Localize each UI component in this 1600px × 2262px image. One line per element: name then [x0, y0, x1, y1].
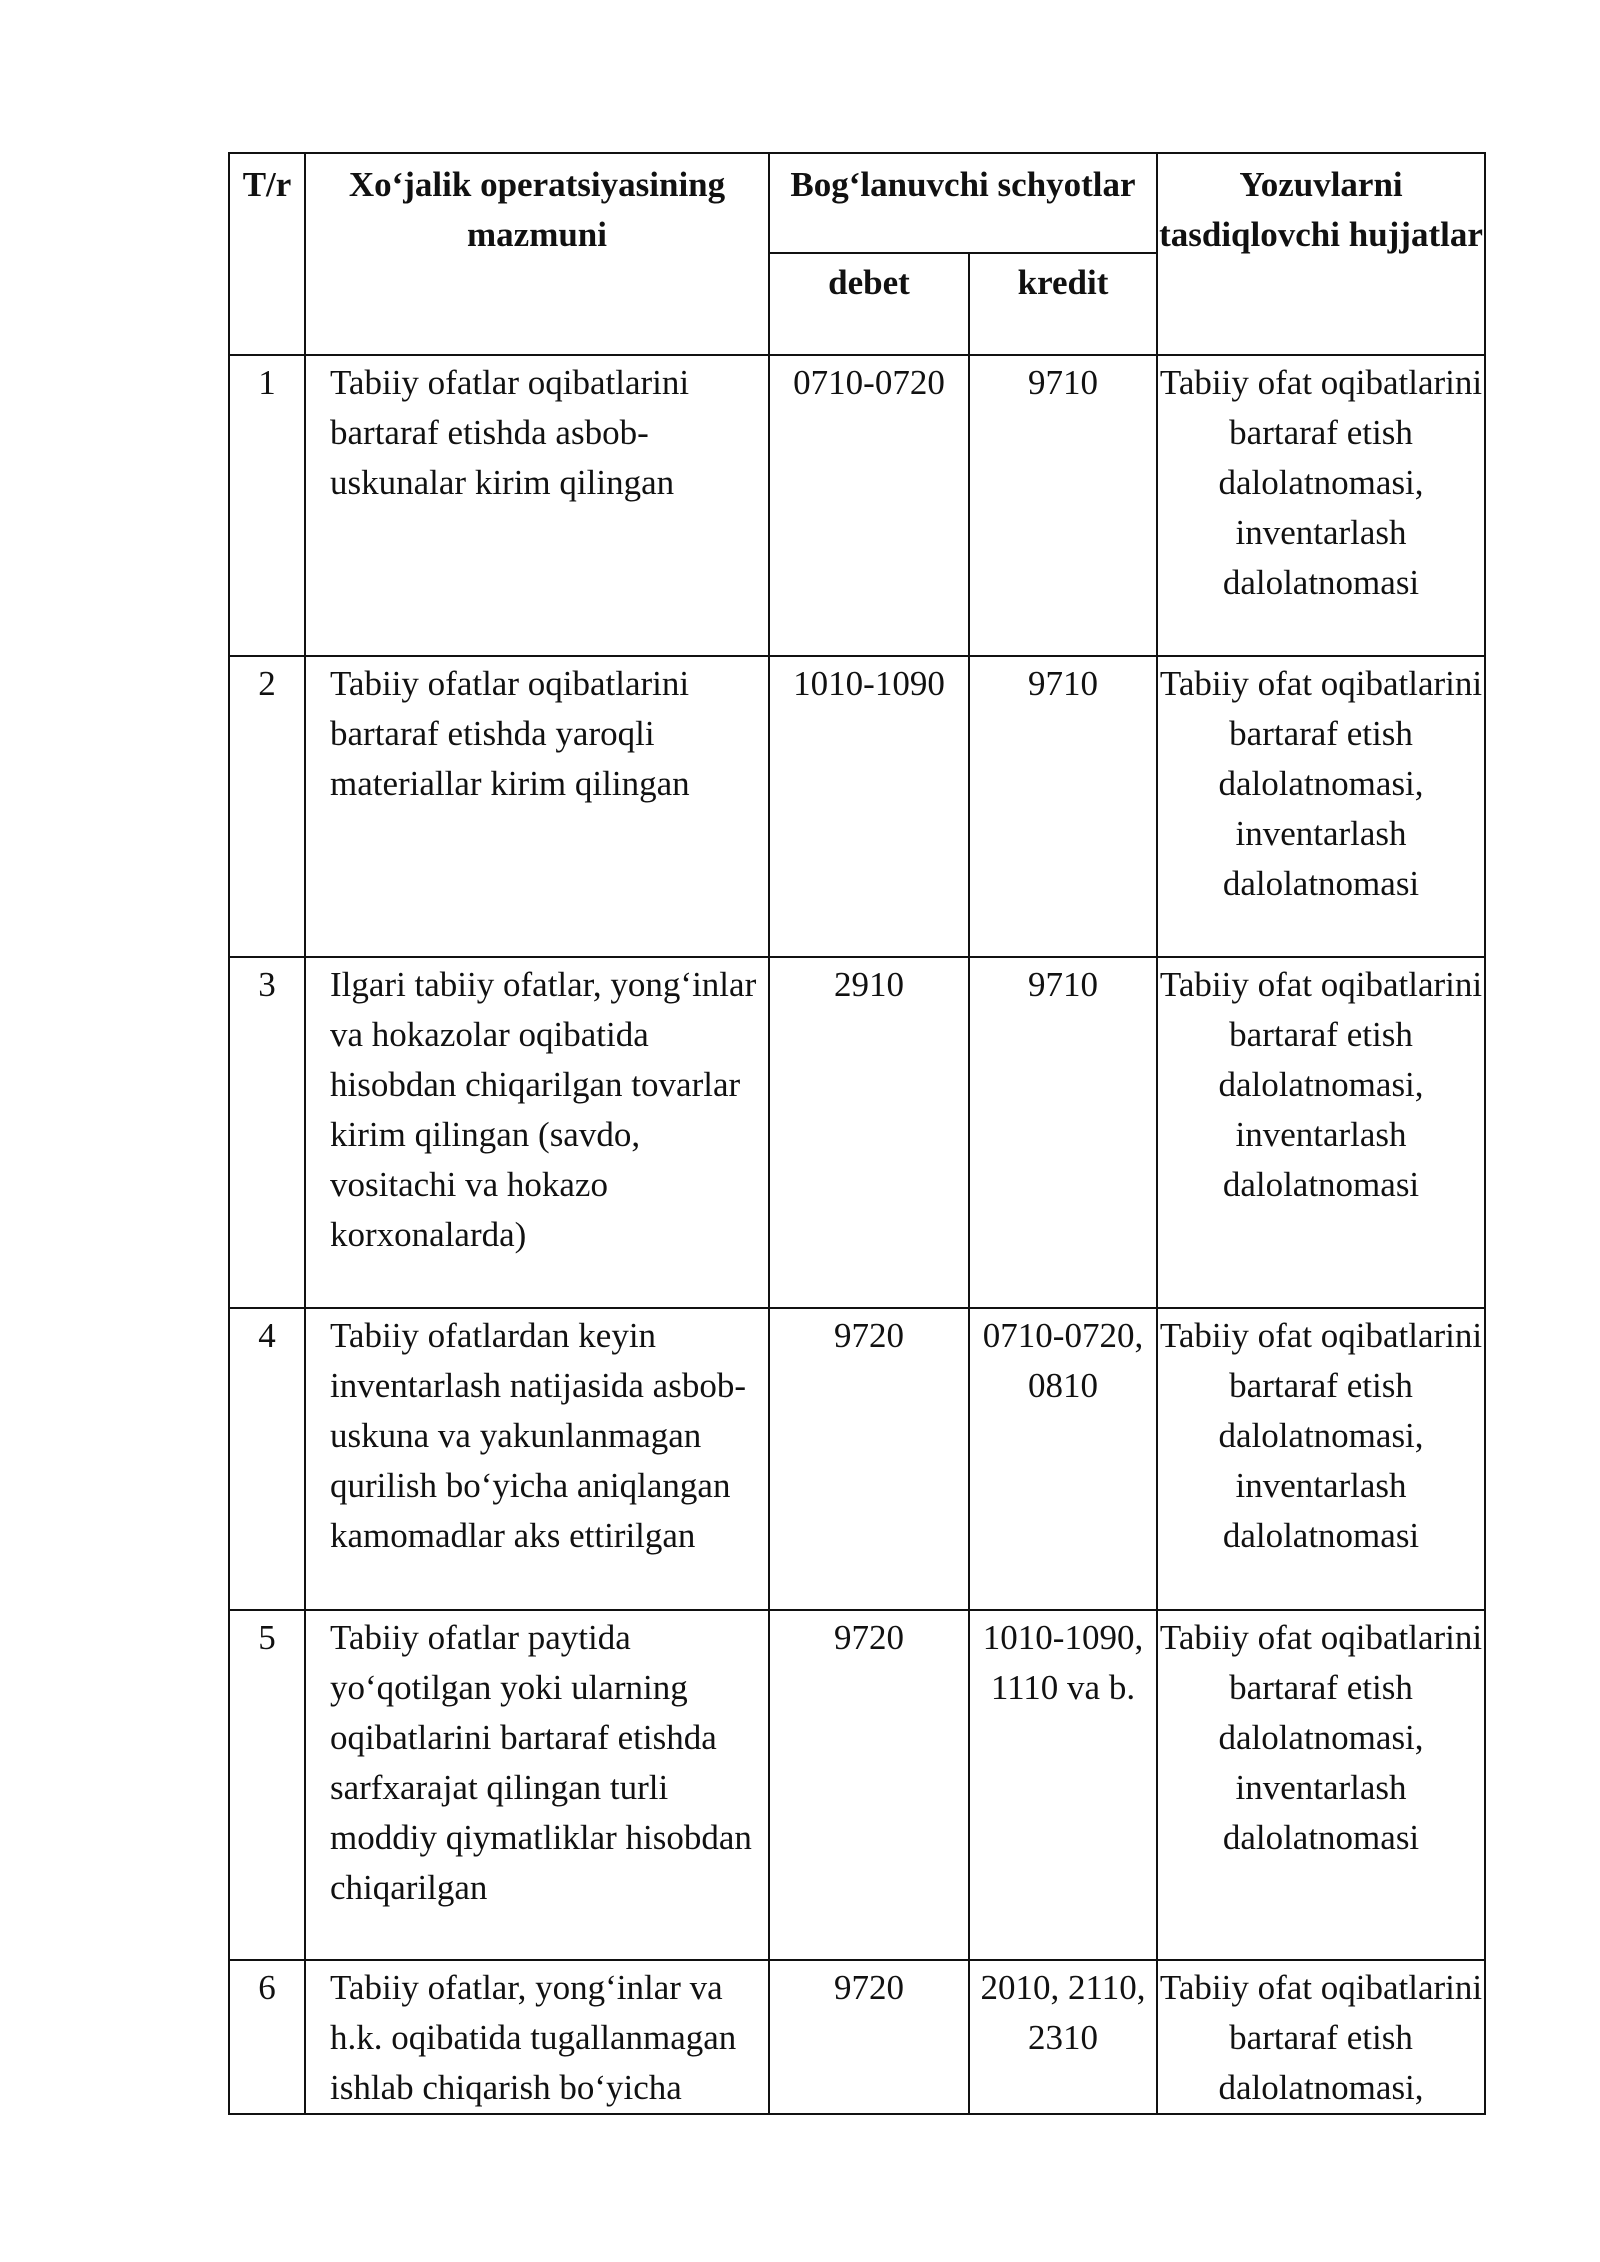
- credit-account: 0710-0720, 0810: [969, 1308, 1157, 1610]
- operation-description: Tabiiy ofatlar oqibatlarini bartaraf etishda yaroqli materiallar kirim qilingan: [305, 656, 769, 957]
- header-description: Xo‘jalik operatsiyasining mazmuni: [305, 153, 769, 355]
- accounting-entries-table: [228, 152, 1486, 2115]
- header-linked-accounts: Bog‘lanuvchi schyotlar: [769, 153, 1157, 253]
- debit-account: 9720: [769, 1610, 969, 1960]
- credit-account: 9710: [969, 656, 1157, 957]
- supporting-documents: Tabiiy ofat oqibatlarini bartaraf etish dalolatnomasi, inventarlash dalolatnomasi: [1157, 957, 1485, 1308]
- credit-account: 1010-1090, 1110 va b.: [969, 1610, 1157, 1960]
- header-supporting-documents: Yozuvlarni tasdiqlovchi hujjatlar: [1157, 153, 1485, 355]
- operation-description: Tabiiy ofatlardan keyin inventarlash natijasida asbob-uskuna va yakunlanmagan qurilish bo‘yicha aniqlangan kamomadlar aks ettirilgan: [305, 1308, 769, 1610]
- row-number: 3: [229, 957, 305, 1308]
- table-row: [229, 957, 1485, 1308]
- debit-account: 1010-1090: [769, 656, 969, 957]
- debit-account: 9720: [769, 1308, 969, 1610]
- table-row: [229, 1308, 1485, 1610]
- row-number: 1: [229, 355, 305, 656]
- operation-description: Ilgari tabiiy ofatlar, yong‘inlar va hokazolar oqibatida hisobdan chiqarilgan tovarlar kirim qilingan (savdo, vositachi va hokazo korxonalarda): [305, 957, 769, 1308]
- header-debit: debet: [769, 253, 969, 355]
- table-row: [229, 656, 1485, 957]
- debit-account: 2910: [769, 957, 969, 1308]
- header-tr: T/r: [229, 153, 305, 355]
- header-credit: kredit: [969, 253, 1157, 355]
- row-number: 5: [229, 1610, 305, 1960]
- credit-account: 9710: [969, 957, 1157, 1308]
- operation-description: Tabiiy ofatlar, yong‘inlar va h.k. oqibatida tugallanmagan ishlab chiqarish bo‘yicha: [305, 1960, 769, 2114]
- supporting-documents: Tabiiy ofat oqibatlarini bartaraf etish dalolatnomasi, inventarlash dalolatnomasi: [1157, 355, 1485, 656]
- row-number: 6: [229, 1960, 305, 2114]
- debit-account: 0710-0720: [769, 355, 969, 656]
- operation-description: Tabiiy ofatlar paytida yo‘qotilgan yoki ularning oqibatlarini bartaraf etishda sarfxarajat qilingan turli moddiy qiymatliklar hisobdan chiqarilgan: [305, 1610, 769, 1960]
- debit-account: 9720: [769, 1960, 969, 2114]
- table-row: [229, 355, 1485, 656]
- row-number: 4: [229, 1308, 305, 1610]
- supporting-documents: Tabiiy ofat oqibatlarini bartaraf etish dalolatnomasi, inventarlash dalolatnomasi: [1157, 1610, 1485, 1960]
- table-row: [229, 1610, 1485, 1960]
- table-row: [229, 1960, 1485, 2114]
- supporting-documents: Tabiiy ofat oqibatlarini bartaraf etish dalolatnomasi, inventarlash dalolatnomasi: [1157, 1308, 1485, 1610]
- row-number: 2: [229, 656, 305, 957]
- credit-account: 2010, 2110, 2310: [969, 1960, 1157, 2114]
- supporting-documents: Tabiiy ofat oqibatlarini bartaraf etish dalolatnomasi,: [1157, 1960, 1485, 2114]
- credit-account: 9710: [969, 355, 1157, 656]
- supporting-documents: Tabiiy ofat oqibatlarini bartaraf etish dalolatnomasi, inventarlash dalolatnomasi: [1157, 656, 1485, 957]
- operation-description: Tabiiy ofatlar oqibatlarini bartaraf etishda asbob-uskunalar kirim qilingan: [305, 355, 769, 656]
